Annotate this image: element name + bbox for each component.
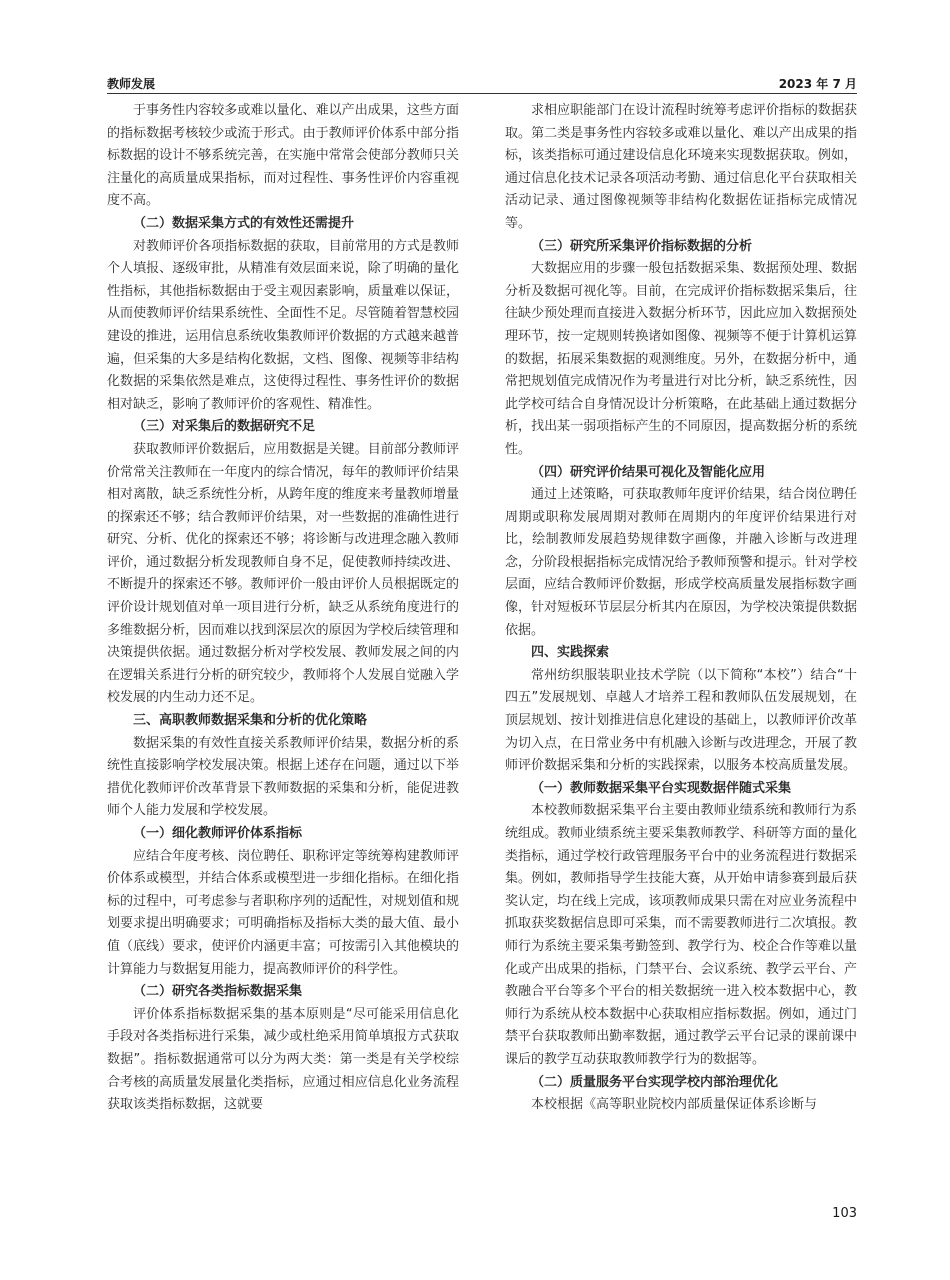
paragraph: 应结合年度考核、岗位聘任、职称评定等统筹构建教师评价体系或模型，并结合体系或模型进一步细化指标。在细化指标的过程中，可考虑参与者职称序列的适配性，对规划值和规划要求提出明确要求；可明确指标及指标大类的最大值、最小值（底线）要求，使评价内涵更丰富；可按需引入其他模块的计算能力与数据复用能力，提高教师评价的科学性。 [107, 848, 459, 977]
paragraph: 求相应职能部门在设计流程时统筹考虑评价指标的数据获取。第二类是事务性内容较多或难以量化、难以产出成果的指标，该类指标可通过建设信息化环境来实现数据获取。例如，通过信息化技术记录各项活动考勤、通过信息化平台获取相关活动记录、通过图像视频等非结构化数据佐证指标完成情况等。 [505, 103, 857, 231]
section-heading: （三）对采集后的数据研究不足 [133, 419, 316, 435]
running-header [107, 70, 857, 92]
paragraph: 大数据应用的步骤一般包括数据采集、数据预处理、数据分析及数据可视化等。目前，在完成评价指标数据采集后，往往缺少预处理而直接进入数据分析环节，因此应加入数据预处理环节，按一定规则转换诸如图像、视频等不便于计算机运算的数据，拓展采集数据的观测维度。另外，在数据分析中，通常把规划值完成情况作为考量进行对比分析，缺乏系统性，因此学校可结合自身情况设计分析策略，在此基础上通过数据分析，找出某一弱项指标产生的不同原因，提高数据分析的系统性。 [505, 261, 857, 457]
section-heading: （二）研究各类指标数据采集 [133, 984, 303, 1000]
chapter-heading: 三、高职教师数据采集和分析的优化策略 [133, 713, 368, 729]
paragraph: 常州纺织服装职业技术学院（以下简称“本校”）结合“十四五”发展规划、卓越人才培养工程和教师队伍发展规划，在顶层规划、按计划推进信息化建设的基础上，以教师评价改革为切入点，在日常业务中有机融入诊断与改进理念，开展了教师评价数据采集和分析的实践探索，以服务本校高质量发展。 [505, 667, 857, 774]
paragraph: 获取教师评价数据后，应用数据是关键。目前部分教师评价常常关注教师在一年度内的综合情况，每年的教师评价结果相对离散，缺乏系统性分析，从跨年度的维度来考量教师增量的探索还不够；结合教师评价结果，对一些数据的准确性进行研究、分析、优化的探索还不够；将诊断与改进理念融入教师评价，通过数据分析发现教师自身不足，促使教师持续改进、不断提升的探索还不够。教师评价一般由评价人员根据既定的评价设计规划值对单一项目进行分析，缺乏从系统角度进行的多维数据分析，因而难以找到深层次的原因为学校后续管理和决策提供依据。通过数据分析对学校发展、教师发展之间的内在逻辑关系进行分析的研究较少，教师将个人发展自觉融入学校发展的内生动力还不足。 [107, 441, 459, 706]
paragraph: 对教师评价各项指标数据的获取，目前常用的方式是教师个人填报、逐级审批，从精准有效层面来说，除了明确的量化性指标，其他指标数据由于受主观因素影响，质量难以保证，从而使教师评价结果系统性、全面性不足。尽管随着智慧校园建设的推进，运用信息系统收集教师评价数据的方式越来越普遍，但采集的大多是结构化数据，文档、图像、视频等非结构化数据的采集依然是难点，这使得过程性、事务性评价的数据相对缺乏，影响了教师评价的客观性、精准性。 [107, 238, 459, 412]
right-column [505, 100, 857, 1117]
section-heading: （四）研究评价结果可视化及智能化应用 [531, 464, 766, 480]
paragraph: 评价体系指标数据采集的基本原则是“尽可能采用信息化手段对各类指标进行采集，减少或杜绝采用简单填报方式获取数据”。指标数据通常可以分为两大类：第一类是有关学校综合考核的高质量发展量化类指标，应通过相应信息化业务流程获取该类指标数据，这就要 [107, 1006, 459, 1113]
section-heading: （二）数据采集方式的有效性还需提升 [133, 215, 355, 231]
left-column [107, 100, 459, 1117]
section-heading: （二）质量服务平台实现学校内部治理优化 [531, 1074, 779, 1090]
chapter-heading: 四、实践探索 [531, 645, 610, 661]
header-divider [107, 93, 857, 94]
paragraph: 于事务性内容较多或难以量化、难以产出成果，这些方面的指标数据考核较少或流于形式。由于教师评价体系中部分指标数据的设计不够系统完善，在实施中常常会使部分教师只关注量化的高质量成果指标，而对过程性、事务性评价内容重视度不高。 [107, 103, 459, 209]
paragraph: 本校教师数据采集平台主要由教师业绩系统和教师行为系统组成。教师业绩系统主要采集教师教学、科研等方面的量化类指标，通过学校行政管理服务平台中的业务流程进行数据采集。例如，教师指导学生技能大赛，从开始申请参赛到最后获奖认定，均在线上完成，该项教师成果只需在对应业务流程中抓取获奖数据信息即可采集，而不需要教师进行二次填报。教师行为系统主要采集考勤签到、教学行为、校企合作等难以量化或产出成果的指标，门禁平台、会议系统、教学云平台、产教融合平台等多个平台的相关数据统一进入校本数据中心，教师行为系统从校本数据中心获取相应指标数据。例如，通过门禁平台获取教师出勤率数据，通过教学云平台记录的课前课中课后的教学互动获取教师教学行为的数据等。 [505, 803, 857, 1067]
paragraph: 通过上述策略，可获取教师年度评价结果，结合岗位聘任周期或职称发展周期对教师在周期内的年度评价结果进行对比，绘制教师发展趋势规律数字画像，并融入诊断与改进理念，分阶段根据指标完成情况给予教师预警和提示。针对学校层面，应结合教师评价数据，形成学校高质量发展指标数字画像，针对短板环节层层分析其内在原因，为学校决策提供数据依据。 [505, 487, 857, 638]
journal-section: 教师发展 [107, 77, 156, 91]
issue-date: 2023 年 7 月 [778, 77, 857, 91]
section-heading: （三）研究所采集评价指标数据的分析 [531, 238, 753, 254]
paragraph: 数据采集的有效性直接关系教师评价结果，数据分析的系统性直接影响学校发展决策。根据上述存在问题，通过以下举措优化教师评价改革背景下教师数据的采集和分析，能促进教师个人能力发展和学校发展。 [107, 735, 459, 819]
paragraph: 本校根据《高等职业院校内部质量保证体系诊断与 [531, 1097, 818, 1113]
section-heading: （一）细化教师评价体系指标 [133, 826, 303, 841]
page-number: 103 [832, 1206, 857, 1221]
section-heading: （一）教师数据采集平台实现数据伴随式采集 [531, 780, 792, 796]
